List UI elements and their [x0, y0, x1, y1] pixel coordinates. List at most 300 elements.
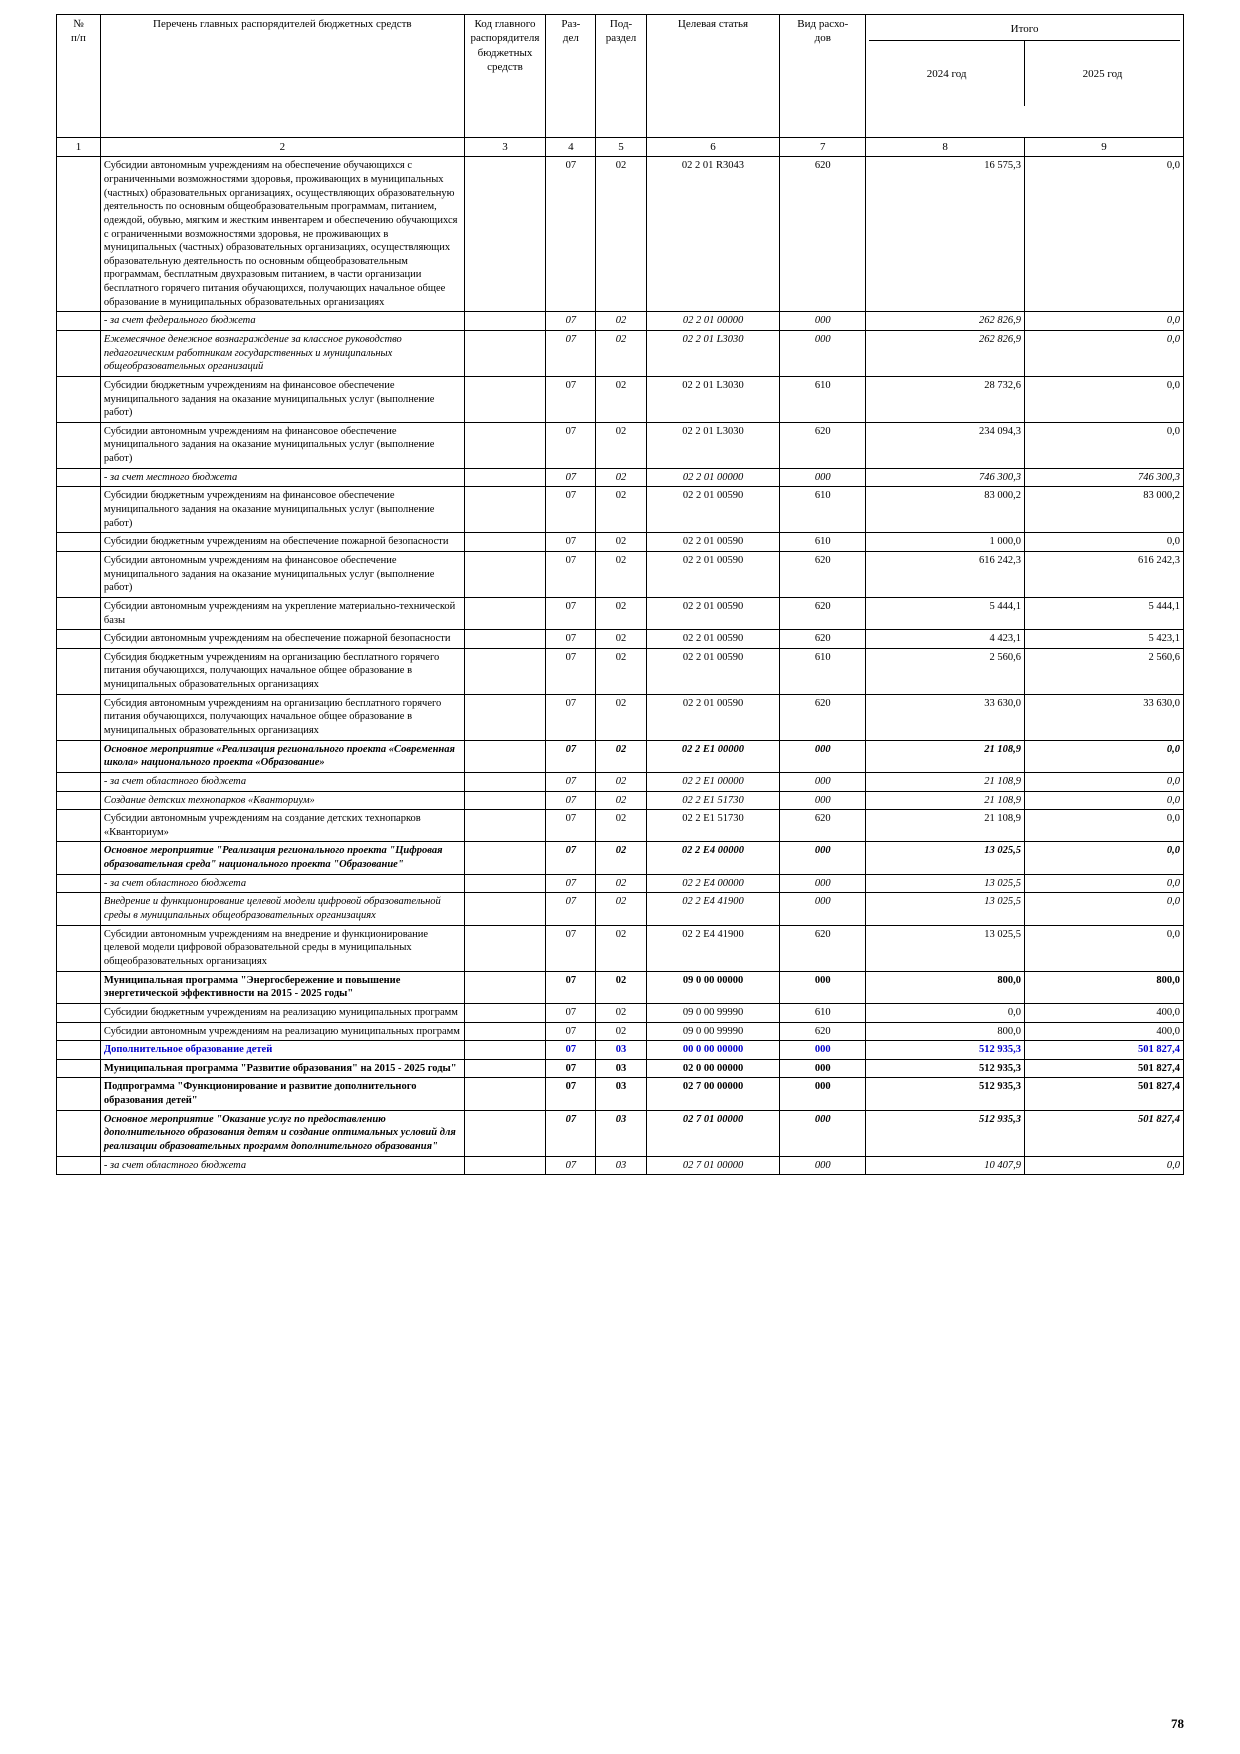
cell-expense-type: 610 — [780, 487, 866, 533]
cell-name: Ежемесячное денежное вознаграждение за классное руководство педагогическим работникам государственных и муниципальных общеобразовательных организаций — [100, 330, 464, 376]
header-expense-line2: дов — [814, 32, 831, 45]
cell-target-article: 02 7 01 00000 — [646, 1110, 780, 1156]
cell-podrazdel: 02 — [596, 487, 646, 533]
cell-expense-type: 610 — [780, 376, 866, 422]
cell-amount-2024: 262 826,9 — [866, 312, 1025, 331]
cell-razdel: 07 — [546, 1059, 596, 1078]
cell-row-number — [57, 971, 101, 1003]
header-row-number-line1: № — [73, 18, 84, 30]
cell-name: Субсидии автономным учреждениям на обеспечение обучающихся с ограниченными возможностями здоровья, проживающих в муниципальных (частных) образовательных организациях, осуществляющих образовательную деятельность по основным общеобразовательным программам, питанием, одеждой, обувью, мягким и жестким инвентарем и обеспечению обучающихся с ограниченными возможностями здоровья, не проживающих в муниципальных (частных) образовательных организациях, осуществляющих образовательную деятельность по основным общеобразовательным программам, бесплатным двухразовым питанием, в части организации бесплатного горячего питания обучающихся, получающих начальное общее образование в муниципальных образовательных организациях — [100, 157, 464, 312]
cell-target-article: 09 0 00 00000 — [646, 971, 780, 1003]
table-row — [57, 1078, 1184, 1110]
cell-row-number — [57, 551, 101, 597]
cell-amount-2024: 4 423,1 — [866, 630, 1025, 649]
cell-target-article: 02 2 01 L3030 — [646, 422, 780, 468]
cell-razdel: 07 — [546, 533, 596, 552]
cell-target-article: 02 2 Е1 00000 — [646, 740, 780, 772]
cell-row-number — [57, 1041, 101, 1060]
cell-amount-2025: 2 560,6 — [1025, 648, 1184, 694]
cell-amount-2025: 0,0 — [1025, 533, 1184, 552]
cell-podrazdel: 02 — [596, 810, 646, 842]
cell-code — [464, 772, 546, 791]
cell-expense-type: 620 — [780, 810, 866, 842]
cell-amount-2024: 5 444,1 — [866, 597, 1025, 629]
cell-row-number — [57, 1059, 101, 1078]
cell-razdel: 07 — [546, 597, 596, 629]
cell-name: Муниципальная программа "Развитие образования" на 2015 - 2025 годы" — [100, 1059, 464, 1078]
cell-name: Субсидии автономным учреждениям на укрепление материально-технической базы — [100, 597, 464, 629]
cell-podrazdel: 03 — [596, 1156, 646, 1175]
cell-amount-2025: 33 630,0 — [1025, 694, 1184, 740]
cell-amount-2025: 501 827,4 — [1025, 1078, 1184, 1110]
header-podrazdel-line2: раздел — [605, 32, 637, 45]
cell-amount-2024: 21 108,9 — [866, 740, 1025, 772]
cell-name: Субсидии бюджетным учреждениям на финансовое обеспечение муниципального задания на оказание муниципальных услуг (выполнение работ) — [100, 487, 464, 533]
cell-name: Подпрограмма "Функционирование и развитие дополнительного образования детей" — [100, 1078, 464, 1110]
header-razdel-line2: дел — [562, 32, 579, 45]
cell-expense-type: 000 — [780, 1078, 866, 1110]
header-total — [866, 15, 1184, 138]
cell-target-article: 02 2 01 00590 — [646, 533, 780, 552]
cell-code — [464, 874, 546, 893]
cell-razdel: 07 — [546, 487, 596, 533]
table-row — [57, 312, 1184, 331]
table-row — [57, 893, 1184, 925]
colnum-4: 4 — [546, 138, 596, 157]
page-number: 78 — [1171, 1716, 1184, 1731]
cell-row-number — [57, 694, 101, 740]
cell-amount-2025: 0,0 — [1025, 376, 1184, 422]
cell-row-number — [57, 157, 101, 312]
cell-code — [464, 810, 546, 842]
cell-name: Основное мероприятие "Оказание услуг по предоставлению дополнительного образования детям и создание оптимальных условий для реализации образовательных программ дополнительного образования" — [100, 1110, 464, 1156]
cell-amount-2024: 800,0 — [866, 971, 1025, 1003]
cell-expense-type: 610 — [780, 648, 866, 694]
cell-expense-type: 000 — [780, 740, 866, 772]
header-code: Код главного распорядителя бюджетных средств — [464, 15, 546, 138]
cell-expense-type: 000 — [780, 893, 866, 925]
cell-razdel: 07 — [546, 468, 596, 487]
cell-code — [464, 376, 546, 422]
header-expense-type — [780, 15, 866, 138]
cell-target-article: 02 2 Е4 41900 — [646, 925, 780, 971]
table-row — [57, 648, 1184, 694]
cell-target-article: 02 2 01 R3043 — [646, 157, 780, 312]
cell-podrazdel: 02 — [596, 842, 646, 874]
table-row — [57, 597, 1184, 629]
table-row — [57, 740, 1184, 772]
cell-row-number — [57, 630, 101, 649]
table-row — [57, 533, 1184, 552]
cell-amount-2025: 0,0 — [1025, 791, 1184, 810]
cell-name: - за счет областного бюджета — [100, 1156, 464, 1175]
cell-amount-2025: 0,0 — [1025, 874, 1184, 893]
cell-name: - за счет областного бюджета — [100, 874, 464, 893]
cell-code — [464, 925, 546, 971]
cell-code — [464, 1078, 546, 1110]
cell-amount-2025: 616 242,3 — [1025, 551, 1184, 597]
cell-code — [464, 551, 546, 597]
cell-code — [464, 1003, 546, 1022]
cell-amount-2024: 13 025,5 — [866, 893, 1025, 925]
cell-target-article: 02 2 01 00590 — [646, 551, 780, 597]
cell-name: - за счет областного бюджета — [100, 772, 464, 791]
cell-podrazdel: 02 — [596, 630, 646, 649]
cell-razdel: 07 — [546, 330, 596, 376]
table-row — [57, 1156, 1184, 1175]
cell-podrazdel: 02 — [596, 772, 646, 791]
cell-amount-2024: 512 935,3 — [866, 1078, 1025, 1110]
cell-amount-2024: 616 242,3 — [866, 551, 1025, 597]
cell-expense-type: 000 — [780, 1156, 866, 1175]
cell-target-article: 02 2 Е4 00000 — [646, 874, 780, 893]
cell-expense-type: 000 — [780, 1041, 866, 1060]
cell-target-article: 02 2 Е4 41900 — [646, 893, 780, 925]
table-row — [57, 791, 1184, 810]
cell-code — [464, 597, 546, 629]
table-row — [57, 874, 1184, 893]
cell-target-article: 02 7 00 00000 — [646, 1078, 780, 1110]
cell-code — [464, 533, 546, 552]
cell-podrazdel: 02 — [596, 330, 646, 376]
colnum-5: 5 — [596, 138, 646, 157]
cell-amount-2025: 0,0 — [1025, 842, 1184, 874]
cell-podrazdel: 02 — [596, 791, 646, 810]
table-row — [57, 630, 1184, 649]
cell-row-number — [57, 772, 101, 791]
cell-row-number — [57, 925, 101, 971]
header-row-number — [57, 15, 101, 138]
header-row-number-line2: п/п — [71, 32, 86, 45]
cell-razdel: 07 — [546, 874, 596, 893]
colnum-3: 3 — [464, 138, 546, 157]
cell-expense-type: 620 — [780, 422, 866, 468]
cell-expense-type: 000 — [780, 468, 866, 487]
table-row — [57, 842, 1184, 874]
table-row — [57, 157, 1184, 312]
cell-razdel: 07 — [546, 694, 596, 740]
cell-target-article: 02 2 01 00590 — [646, 487, 780, 533]
cell-target-article: 09 0 00 99990 — [646, 1022, 780, 1041]
cell-amount-2025: 0,0 — [1025, 893, 1184, 925]
cell-podrazdel: 02 — [596, 422, 646, 468]
cell-razdel: 07 — [546, 551, 596, 597]
cell-row-number — [57, 422, 101, 468]
header-year-2025: 2025 год — [1082, 68, 1123, 81]
cell-amount-2025: 0,0 — [1025, 772, 1184, 791]
cell-target-article: 02 2 Е1 51730 — [646, 791, 780, 810]
cell-podrazdel: 02 — [596, 551, 646, 597]
header-podrazdel-line1: Под- — [609, 18, 633, 30]
cell-code — [464, 1041, 546, 1060]
cell-razdel: 07 — [546, 157, 596, 312]
cell-code — [464, 468, 546, 487]
cell-code — [464, 1022, 546, 1041]
cell-row-number — [57, 740, 101, 772]
table-header — [57, 15, 1184, 138]
cell-amount-2024: 512 935,3 — [866, 1041, 1025, 1060]
cell-row-number — [57, 874, 101, 893]
cell-amount-2024: 0,0 — [866, 1003, 1025, 1022]
cell-expense-type: 620 — [780, 694, 866, 740]
cell-razdel: 07 — [546, 791, 596, 810]
cell-target-article: 02 2 Е1 51730 — [646, 810, 780, 842]
table-row — [57, 330, 1184, 376]
cell-code — [464, 1110, 546, 1156]
table-row — [57, 1041, 1184, 1060]
cell-amount-2024: 746 300,3 — [866, 468, 1025, 487]
cell-target-article: 02 2 01 00000 — [646, 312, 780, 331]
table-row — [57, 1022, 1184, 1041]
cell-code — [464, 630, 546, 649]
cell-target-article: 02 7 01 00000 — [646, 1156, 780, 1175]
cell-amount-2025: 0,0 — [1025, 740, 1184, 772]
cell-target-article: 02 2 Е1 00000 — [646, 772, 780, 791]
cell-amount-2024: 800,0 — [866, 1022, 1025, 1041]
cell-amount-2024: 10 407,9 — [866, 1156, 1025, 1175]
cell-razdel: 07 — [546, 422, 596, 468]
cell-row-number — [57, 842, 101, 874]
cell-target-article: 02 2 Е4 00000 — [646, 842, 780, 874]
table-row — [57, 551, 1184, 597]
table-row — [57, 376, 1184, 422]
cell-amount-2025: 400,0 — [1025, 1003, 1184, 1022]
cell-podrazdel: 03 — [596, 1059, 646, 1078]
column-number-row — [57, 138, 1184, 157]
header-year-2024: 2024 год — [869, 41, 1025, 105]
cell-name: Субсидия автономным учреждениям на организацию бесплатного горячего питания обучающихся, получающих начальное общее образование в муниципальных образовательных организациях — [100, 694, 464, 740]
cell-target-article: 02 2 01 00590 — [646, 694, 780, 740]
cell-name: Субсидии автономным учреждениям на финансовое обеспечение муниципального задания на оказание муниципальных услуг (выполнение работ) — [100, 422, 464, 468]
cell-podrazdel: 02 — [596, 597, 646, 629]
cell-expense-type: 620 — [780, 925, 866, 971]
cell-amount-2024: 21 108,9 — [866, 772, 1025, 791]
cell-podrazdel: 02 — [596, 648, 646, 694]
cell-target-article: 02 2 01 00590 — [646, 630, 780, 649]
cell-name: Субсидии автономным учреждениям на создание детских технопарков «Кванториум» — [100, 810, 464, 842]
cell-razdel: 07 — [546, 1156, 596, 1175]
cell-amount-2025: 0,0 — [1025, 810, 1184, 842]
header-name: Перечень главных распорядителей бюджетных средств — [100, 15, 464, 138]
cell-name: Субсидии автономным учреждениям на финансовое обеспечение муниципального задания на оказание муниципальных услуг (выполнение работ) — [100, 551, 464, 597]
cell-code — [464, 1156, 546, 1175]
cell-amount-2025: 0,0 — [1025, 330, 1184, 376]
cell-amount-2024: 28 732,6 — [866, 376, 1025, 422]
table-row — [57, 925, 1184, 971]
cell-amount-2025: 501 827,4 — [1025, 1059, 1184, 1078]
cell-target-article: 00 0 00 00000 — [646, 1041, 780, 1060]
cell-amount-2024: 13 025,5 — [866, 842, 1025, 874]
cell-expense-type: 610 — [780, 1003, 866, 1022]
table-row — [57, 694, 1184, 740]
cell-razdel: 07 — [546, 630, 596, 649]
colnum-8: 8 — [866, 138, 1025, 157]
cell-target-article: 02 2 01 00590 — [646, 597, 780, 629]
cell-target-article: 02 2 01 00590 — [646, 648, 780, 694]
header-razdel — [546, 15, 596, 138]
cell-name: Субсидия бюджетным учреждениям на организацию бесплатного горячего питания обучающихся, получающих начальное общее образование в муниципальных образовательных организациях — [100, 648, 464, 694]
header-target-article: Целевая статья — [646, 15, 780, 138]
cell-razdel: 07 — [546, 648, 596, 694]
header-expense-line1: Вид расхо- — [797, 18, 849, 30]
cell-amount-2024: 512 935,3 — [866, 1110, 1025, 1156]
cell-amount-2025: 5 444,1 — [1025, 597, 1184, 629]
cell-podrazdel: 02 — [596, 376, 646, 422]
cell-expense-type: 000 — [780, 772, 866, 791]
cell-row-number — [57, 468, 101, 487]
cell-podrazdel: 02 — [596, 694, 646, 740]
cell-expense-type: 620 — [780, 630, 866, 649]
cell-podrazdel: 02 — [596, 312, 646, 331]
colnum-7: 7 — [780, 138, 866, 157]
cell-razdel: 07 — [546, 925, 596, 971]
cell-expense-type: 000 — [780, 971, 866, 1003]
cell-expense-type: 610 — [780, 533, 866, 552]
cell-expense-type: 000 — [780, 330, 866, 376]
cell-razdel: 07 — [546, 971, 596, 1003]
budget-table — [56, 14, 1184, 1175]
cell-name: Создание детских технопарков «Кванториум» — [100, 791, 464, 810]
cell-code — [464, 422, 546, 468]
cell-expense-type: 000 — [780, 791, 866, 810]
cell-code — [464, 1059, 546, 1078]
cell-code — [464, 791, 546, 810]
cell-amount-2025: 400,0 — [1025, 1022, 1184, 1041]
cell-row-number — [57, 312, 101, 331]
cell-target-article: 09 0 00 99990 — [646, 1003, 780, 1022]
cell-row-number — [57, 487, 101, 533]
cell-amount-2025: 0,0 — [1025, 312, 1184, 331]
cell-amount-2025: 0,0 — [1025, 1156, 1184, 1175]
cell-row-number — [57, 791, 101, 810]
cell-podrazdel: 02 — [596, 1003, 646, 1022]
cell-amount-2024: 262 826,9 — [866, 330, 1025, 376]
cell-amount-2024: 234 094,3 — [866, 422, 1025, 468]
cell-podrazdel: 02 — [596, 740, 646, 772]
cell-expense-type: 000 — [780, 1110, 866, 1156]
cell-podrazdel: 02 — [596, 157, 646, 312]
cell-expense-type: 000 — [780, 842, 866, 874]
table-row — [57, 1110, 1184, 1156]
cell-row-number — [57, 597, 101, 629]
cell-row-number — [57, 1022, 101, 1041]
cell-razdel: 07 — [546, 740, 596, 772]
cell-code — [464, 648, 546, 694]
cell-name: Субсидии автономным учреждениям на реализацию муниципальных программ — [100, 1022, 464, 1041]
cell-amount-2024: 83 000,2 — [866, 487, 1025, 533]
cell-razdel: 07 — [546, 842, 596, 874]
cell-code — [464, 487, 546, 533]
cell-code — [464, 842, 546, 874]
table-row — [57, 1003, 1184, 1022]
cell-row-number — [57, 533, 101, 552]
cell-podrazdel: 02 — [596, 1022, 646, 1041]
cell-code — [464, 312, 546, 331]
cell-razdel: 07 — [546, 1110, 596, 1156]
table-row — [57, 422, 1184, 468]
cell-podrazdel: 02 — [596, 971, 646, 1003]
cell-target-article: 02 2 01 L3030 — [646, 376, 780, 422]
cell-razdel: 07 — [546, 810, 596, 842]
cell-amount-2024: 16 575,3 — [866, 157, 1025, 312]
cell-amount-2024: 21 108,9 — [866, 791, 1025, 810]
cell-code — [464, 893, 546, 925]
cell-amount-2025: 746 300,3 — [1025, 468, 1184, 487]
cell-target-article: 02 2 01 L3030 — [646, 330, 780, 376]
cell-podrazdel: 03 — [596, 1041, 646, 1060]
cell-podrazdel: 03 — [596, 1078, 646, 1110]
cell-name: Субсидии автономным учреждениям на обеспечение пожарной безопасности — [100, 630, 464, 649]
cell-razdel: 07 — [546, 1041, 596, 1060]
cell-name: Субсидии бюджетным учреждениям на обеспечение пожарной безопасности — [100, 533, 464, 552]
table-row — [57, 772, 1184, 791]
cell-amount-2025: 0,0 — [1025, 157, 1184, 312]
cell-row-number — [57, 893, 101, 925]
cell-name: Субсидии бюджетным учреждениям на реализацию муниципальных программ — [100, 1003, 464, 1022]
table-row — [57, 810, 1184, 842]
cell-expense-type: 000 — [780, 1059, 866, 1078]
cell-row-number — [57, 1003, 101, 1022]
cell-podrazdel: 02 — [596, 533, 646, 552]
cell-razdel: 07 — [546, 893, 596, 925]
cell-amount-2024: 21 108,9 — [866, 810, 1025, 842]
cell-expense-type: 000 — [780, 312, 866, 331]
cell-expense-type: 620 — [780, 157, 866, 312]
cell-razdel: 07 — [546, 1078, 596, 1110]
cell-razdel: 07 — [546, 376, 596, 422]
header-total-label: Итого — [869, 17, 1180, 41]
cell-code — [464, 157, 546, 312]
cell-code — [464, 330, 546, 376]
cell-amount-2024: 13 025,5 — [866, 925, 1025, 971]
cell-target-article: 02 0 00 00000 — [646, 1059, 780, 1078]
cell-name: Основное мероприятие «Реализация регионального проекта «Современная школа» национального проекта «Образование» — [100, 740, 464, 772]
cell-razdel: 07 — [546, 1022, 596, 1041]
cell-row-number — [57, 330, 101, 376]
cell-amount-2025: 501 827,4 — [1025, 1110, 1184, 1156]
table-row — [57, 468, 1184, 487]
cell-amount-2024: 13 025,5 — [866, 874, 1025, 893]
cell-name: - за счет федерального бюджета — [100, 312, 464, 331]
table-row — [57, 971, 1184, 1003]
cell-podrazdel: 03 — [596, 1110, 646, 1156]
cell-row-number — [57, 1156, 101, 1175]
cell-name: Субсидии автономным учреждениям на внедрение и функционирование целевой модели цифровой образовательной среды в муниципальных общеобразовательных организациях — [100, 925, 464, 971]
cell-amount-2025: 501 827,4 — [1025, 1041, 1184, 1060]
cell-row-number — [57, 1110, 101, 1156]
cell-amount-2025: 5 423,1 — [1025, 630, 1184, 649]
cell-expense-type: 620 — [780, 1022, 866, 1041]
cell-amount-2025: 83 000,2 — [1025, 487, 1184, 533]
cell-amount-2025: 0,0 — [1025, 925, 1184, 971]
header-razdel-line1: Раз- — [561, 18, 581, 30]
cell-razdel: 07 — [546, 1003, 596, 1022]
cell-name: Муниципальная программа "Энергосбережение и повышение энергетической эффективности на 2015 - 2025 годы" — [100, 971, 464, 1003]
cell-podrazdel: 02 — [596, 468, 646, 487]
cell-razdel: 07 — [546, 312, 596, 331]
colnum-9: 9 — [1025, 138, 1184, 157]
cell-row-number — [57, 376, 101, 422]
cell-podrazdel: 02 — [596, 925, 646, 971]
cell-expense-type: 000 — [780, 874, 866, 893]
table-body — [57, 138, 1184, 1175]
cell-amount-2024: 2 560,6 — [866, 648, 1025, 694]
cell-code — [464, 971, 546, 1003]
cell-amount-2024: 33 630,0 — [866, 694, 1025, 740]
cell-expense-type: 620 — [780, 597, 866, 629]
cell-code — [464, 740, 546, 772]
cell-row-number — [57, 810, 101, 842]
